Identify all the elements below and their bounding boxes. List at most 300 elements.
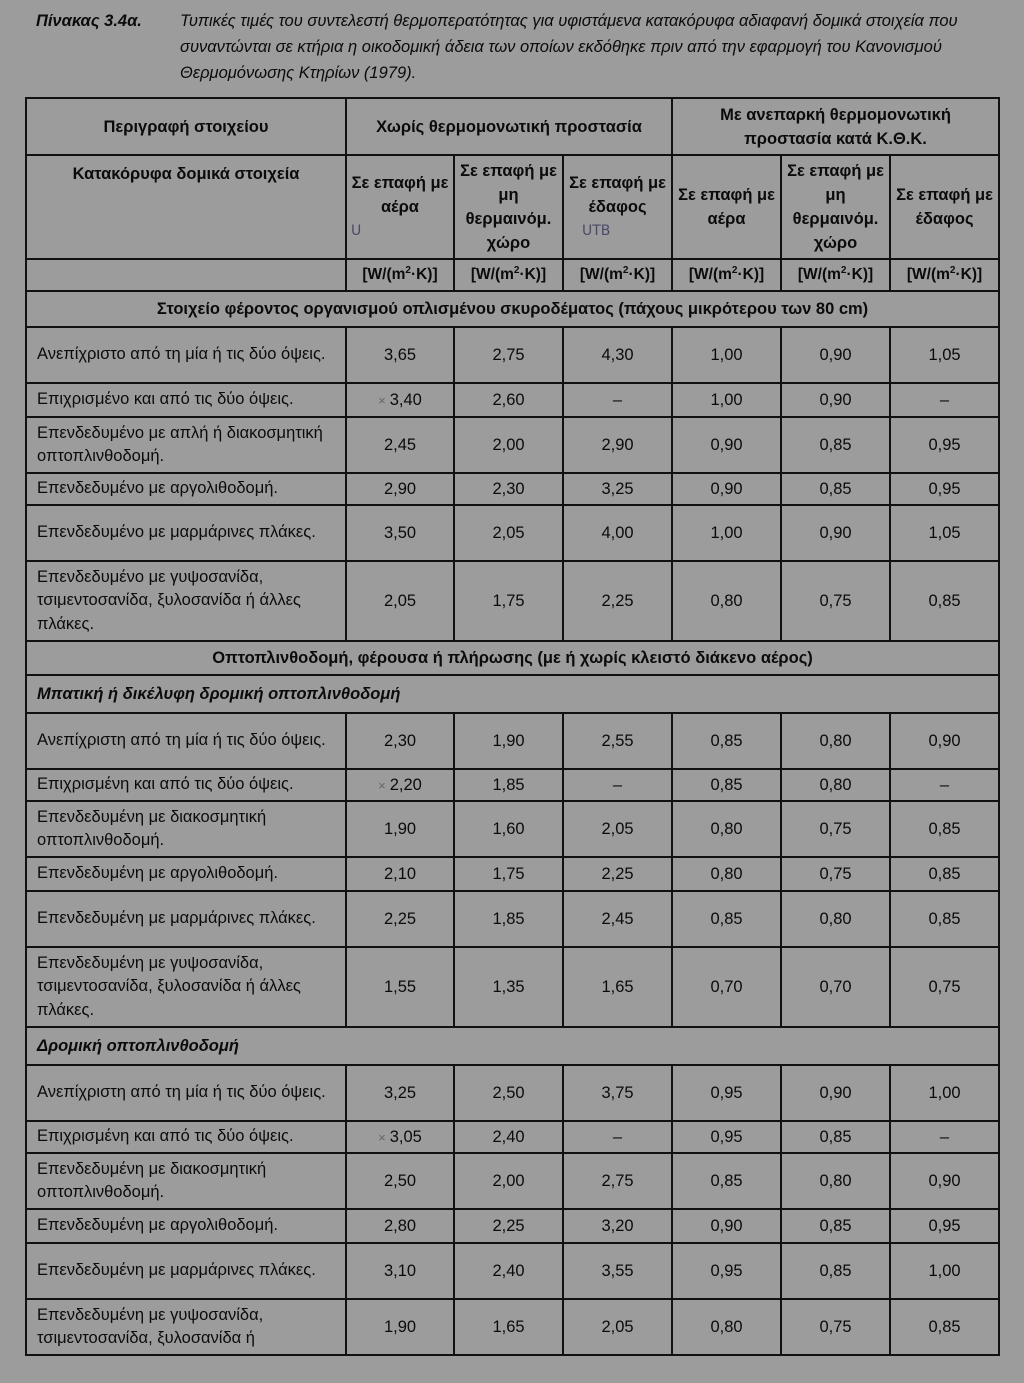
- u-value-cell: [454, 857, 563, 891]
- u-value-cell: [346, 769, 454, 801]
- u-value: 2,25: [601, 591, 634, 610]
- table-row: [26, 1243, 999, 1299]
- u-value-cell: [346, 1243, 454, 1299]
- u-value-cell: [454, 769, 563, 801]
- u-value-cell: [890, 327, 999, 383]
- u-value-cell: [781, 801, 890, 857]
- u-value-cell: [454, 947, 563, 1027]
- u-value: 0,85: [819, 1261, 852, 1280]
- u-value: 2,10: [383, 864, 417, 883]
- u-value-cell: [890, 473, 999, 505]
- u-value: 1,60: [492, 819, 525, 838]
- row-description: Επιχρισμένη και από τις δύο όψεις.: [26, 769, 346, 801]
- section-title: Οπτοπλινθοδομή, φέρουσα ή πλήρωσης (με ή χωρίς κλειστό διάκενο αέρος): [26, 641, 999, 675]
- u-value: 0,75: [819, 819, 852, 838]
- u-value-cell: [672, 327, 781, 383]
- unit-suffix: ·K)]: [410, 266, 438, 284]
- u-value: 2,90: [601, 435, 634, 454]
- u-value-cell: [454, 417, 563, 473]
- u-value: 0,95: [710, 1261, 743, 1280]
- u-value-cell: [563, 1243, 672, 1299]
- row-description: Επενδεδυμένο με απλή ή διακοσμητική οπτοπλινθοδομή.: [26, 417, 346, 473]
- u-value: 4,30: [601, 345, 634, 364]
- header-ground-1: [563, 155, 672, 259]
- u-value-cell: [563, 801, 672, 857]
- u-value-cell: [890, 1121, 999, 1153]
- u-value-cell: [563, 769, 672, 801]
- table-row: [26, 769, 999, 801]
- table-row: [26, 1065, 999, 1121]
- unit-prefix: [W/(m: [906, 266, 950, 284]
- u-value-cell: [346, 1153, 454, 1209]
- u-value: 0,85: [710, 1171, 743, 1190]
- u-value: 0,90: [710, 1216, 743, 1235]
- u-value: 2,40: [492, 1261, 525, 1280]
- table-row: [26, 713, 999, 769]
- u-value: 2,20: [389, 775, 422, 794]
- u-value-cell: [781, 857, 890, 891]
- u-value: 1,00: [710, 523, 743, 542]
- u-value-cell: [346, 561, 454, 641]
- u-value: 1,85: [492, 909, 525, 928]
- u-value-cell: [890, 947, 999, 1027]
- u-value-cell: [672, 383, 781, 417]
- u-value-cell: [890, 561, 999, 641]
- u-value: 1,00: [710, 390, 743, 409]
- u-value-cell: [346, 1299, 454, 1355]
- u-value: 3,50: [383, 523, 417, 542]
- u-value-cell: [563, 713, 672, 769]
- u-value-cell: [563, 505, 672, 561]
- row-description: Επενδεδυμένη με διακοσμητική οπτοπλινθοδομή.: [26, 801, 346, 857]
- u-value-cell: [346, 417, 454, 473]
- u-value-cell: [346, 801, 454, 857]
- u-value: 0,75: [819, 591, 852, 610]
- header-group-no-insulation: Χωρίς θερμομονωτική προστασία: [346, 98, 672, 155]
- u-value: 1,90: [383, 819, 417, 838]
- u-value-cell: [672, 801, 781, 857]
- unit-superscript: 2: [731, 265, 738, 277]
- u-value: –: [939, 1127, 950, 1146]
- u-value: 0,75: [819, 1317, 852, 1336]
- u-value-cell: [563, 1299, 672, 1355]
- u-value: 0,85: [928, 864, 961, 883]
- u-value: 4,00: [601, 523, 634, 542]
- unit-suffix: ·K)]: [519, 266, 547, 284]
- u-value-cell: [672, 1209, 781, 1243]
- u-value: 1,35: [492, 977, 525, 996]
- u-value: 0,85: [710, 909, 743, 928]
- table-row: [26, 1209, 999, 1243]
- u-value-cell: [454, 327, 563, 383]
- row-description: Ανεπίχριστη από τη μία ή τις δύο όψεις.: [26, 1065, 346, 1121]
- u-value-cell: [454, 473, 563, 505]
- table-row: [26, 801, 999, 857]
- u-value-cell: [890, 891, 999, 947]
- u-value-cell: [346, 327, 454, 383]
- table-row: [26, 891, 999, 947]
- unit-empty-cell: [26, 259, 346, 291]
- handwritten-note-u: U: [351, 223, 362, 239]
- u-value-cell: [454, 561, 563, 641]
- u-value-cell: [781, 1299, 890, 1355]
- u-value-cell: [781, 713, 890, 769]
- u-value: 1,90: [383, 1317, 417, 1336]
- header-air-1: [346, 155, 454, 259]
- unit-prefix: [W/(m: [688, 266, 732, 284]
- unit-suffix: ·K)]: [737, 266, 765, 284]
- u-value: 1,05: [928, 523, 961, 542]
- header-ground-2: Σε επαφή με έδαφος: [890, 155, 999, 259]
- u-value: 2,25: [383, 909, 417, 928]
- unit-cell: [781, 259, 890, 291]
- table-row: [26, 1153, 999, 1209]
- u-value: 0,90: [819, 345, 852, 364]
- u-value: 0,85: [710, 731, 743, 750]
- u-value-cell: [672, 1065, 781, 1121]
- u-value: 2,45: [383, 435, 417, 454]
- u-value: 0,85: [819, 1216, 852, 1235]
- row-description: Επενδεδυμένη με γυψοσανίδα, τσιμεντοσανίδα, ξυλοσανίδα ή άλλες πλάκες.: [26, 947, 346, 1027]
- u-value-cell: [672, 417, 781, 473]
- u-value: 1,05: [928, 345, 961, 364]
- unit-superscript: 2: [405, 265, 411, 277]
- u-value: –: [612, 1127, 623, 1146]
- u-value-cell: [346, 891, 454, 947]
- u-value: 0,90: [928, 1171, 961, 1190]
- u-value-cell: [890, 1153, 999, 1209]
- u-value: 0,90: [928, 731, 961, 750]
- u-value-cell: [454, 1299, 563, 1355]
- u-value-cell: [781, 383, 890, 417]
- u-value-cell: [890, 1209, 999, 1243]
- u-value: 3,55: [601, 1261, 634, 1280]
- row-description: Επενδεδυμένη με μαρμάρινες πλάκες.: [26, 1243, 346, 1299]
- u-value-cell: [890, 769, 999, 801]
- u-value-cell: [781, 769, 890, 801]
- u-value: 2,50: [492, 1083, 525, 1102]
- pencil-mark-icon: ×: [378, 392, 386, 408]
- u-value: 2,05: [492, 523, 525, 542]
- u-value-cell: [781, 417, 890, 473]
- u-value: 0,90: [819, 390, 852, 409]
- unit-prefix: [W/(m: [797, 266, 841, 284]
- caption-text: Τυπικές τιμές του συντελεστή θερμοπερατότητας για υφιστάμενα κατακόρυφα αδιαφανή δομικά στοιχεία που συναντώνται σε κτήρια η οικοδομική άδεια των οποίων εκδόθηκε πριν από την εφαρμογή του Κανονισμού Θερμομόνωσης Κτηρίων (1979).: [180, 12, 958, 82]
- u-value-cell: [454, 1209, 563, 1243]
- u-value: 3,75: [601, 1083, 634, 1102]
- unit-prefix: [W/(m: [362, 266, 406, 284]
- u-value-cell: [890, 505, 999, 561]
- u-value-cell: [781, 561, 890, 641]
- u-value: 2,55: [601, 731, 634, 750]
- u-value: 2,00: [492, 1171, 525, 1190]
- u-value: 0,80: [710, 819, 743, 838]
- table-row: [26, 327, 999, 383]
- u-value-cell: [672, 1153, 781, 1209]
- u-value: 2,45: [601, 909, 634, 928]
- row-description: Ανεπίχριστη από τη μία ή τις δύο όψεις.: [26, 713, 346, 769]
- u-value: 0,85: [928, 909, 961, 928]
- u-value: 0,80: [819, 775, 852, 794]
- u-value-cell: [346, 947, 454, 1027]
- u-value: 3,25: [383, 1083, 417, 1102]
- table-row: [26, 383, 999, 417]
- u-value: 0,75: [928, 977, 961, 996]
- row-description: Επιχρισμένη και από τις δύο όψεις.: [26, 1121, 346, 1153]
- u-value-cell: [346, 1065, 454, 1121]
- unit-cell: [563, 259, 672, 291]
- section-title: Στοιχείο φέροντος οργανισμού οπλισμένου σκυροδέματος (πάχους μικρότερου των 80 cm): [26, 291, 999, 327]
- row-description: Επενδεδυμένη με αργολιθοδομή.: [26, 857, 346, 891]
- row-description: Επιχρισμένο και από τις δύο όψεις.: [26, 383, 346, 417]
- u-value-cell: [890, 383, 999, 417]
- unit-cell: [454, 259, 563, 291]
- header-air-2: Σε επαφή με αέρα: [672, 155, 781, 259]
- u-value-cell: [563, 1209, 672, 1243]
- u-value: 2,25: [601, 864, 634, 883]
- u-value-cell: [454, 1243, 563, 1299]
- u-value-cell: [563, 857, 672, 891]
- u-value: 0,85: [928, 819, 961, 838]
- u-value-table: [25, 97, 1000, 1356]
- u-value: 1,90: [492, 731, 525, 750]
- u-value: 2,30: [383, 731, 417, 750]
- table-row: [26, 947, 999, 1027]
- u-value: 0,95: [928, 1216, 961, 1235]
- row-description: Επενδεδυμένη με γυψοσανίδα, τσιμεντοσανίδα, ξυλοσανίδα ή: [26, 1299, 346, 1355]
- u-value: 0,70: [819, 977, 852, 996]
- u-value-cell: [346, 505, 454, 561]
- u-value-cell: [890, 1065, 999, 1121]
- table-row: [26, 1121, 999, 1153]
- u-value: 3,05: [389, 1127, 422, 1146]
- u-value-cell: [563, 947, 672, 1027]
- row-description: Επενδεδυμένη με μαρμάρινες πλάκες.: [26, 891, 346, 947]
- u-value-cell: [346, 383, 454, 417]
- u-value: 3,10: [383, 1261, 417, 1280]
- u-value-cell: [672, 473, 781, 505]
- unit-cell: [346, 259, 454, 291]
- u-value-cell: [454, 713, 563, 769]
- u-value-cell: [454, 505, 563, 561]
- unit-prefix: [W/(m: [470, 266, 514, 284]
- header-ground-1-label: Σε επαφή με έδαφος: [569, 174, 666, 216]
- row-description: Επενδεδυμένη με αργολιθοδομή.: [26, 1209, 346, 1243]
- header-group-insufficient-insulation: Με ανεπαρκή θερμομονωτική προστασία κατά Κ.Θ.Κ.: [672, 98, 999, 155]
- u-value: 1,00: [710, 345, 743, 364]
- u-value: 0,80: [710, 1317, 743, 1336]
- section-subtitle: Μπατική ή δικέλυφη δρομική οπτοπλινθοδομή: [26, 675, 999, 713]
- header-air-1-label: Σε επαφή με αέρα: [351, 174, 449, 216]
- u-value: 3,65: [383, 345, 417, 364]
- u-value-cell: [890, 1243, 999, 1299]
- u-value-cell: [781, 1121, 890, 1153]
- unit-superscript: 2: [949, 265, 956, 277]
- u-value: 2,50: [383, 1171, 417, 1190]
- u-value: 0,85: [928, 1317, 961, 1336]
- u-value: 0,85: [710, 775, 743, 794]
- handwritten-note-utb: UTB: [582, 223, 611, 239]
- u-value-cell: [346, 1209, 454, 1243]
- u-value: 0,80: [710, 864, 743, 883]
- u-value: 1,75: [492, 864, 525, 883]
- unit-prefix: [W/(m: [579, 266, 623, 284]
- table-row: [26, 857, 999, 891]
- u-value: 2,00: [492, 435, 525, 454]
- u-value: 0,90: [710, 435, 743, 454]
- u-value-cell: [890, 417, 999, 473]
- u-value: 2,60: [492, 390, 525, 409]
- u-value-cell: [672, 1299, 781, 1355]
- u-value-cell: [781, 947, 890, 1027]
- row-description: Επενδεδυμένο με αργολιθοδομή.: [26, 473, 346, 505]
- u-value: –: [612, 390, 623, 409]
- table-row: [26, 473, 999, 505]
- u-value-cell: [346, 473, 454, 505]
- u-value-cell: [563, 473, 672, 505]
- u-value: 3,25: [601, 479, 634, 498]
- table-row: [26, 505, 999, 561]
- u-value-cell: [563, 417, 672, 473]
- table-row: [26, 561, 999, 641]
- pencil-mark-icon: ×: [378, 1129, 386, 1145]
- u-value: 2,75: [492, 345, 525, 364]
- u-value: –: [939, 775, 950, 794]
- row-description: Επενδεδυμένη με διακοσμητική οπτοπλινθοδομή.: [26, 1153, 346, 1209]
- unit-superscript: 2: [622, 265, 629, 277]
- u-value-cell: [563, 561, 672, 641]
- u-value: 0,90: [819, 523, 852, 542]
- u-value: 0,95: [928, 479, 961, 498]
- u-value-cell: [563, 383, 672, 417]
- u-value-cell: [781, 1209, 890, 1243]
- u-value: 1,85: [492, 775, 525, 794]
- row-description: Ανεπίχριστο από τη μία ή τις δύο όψεις.: [26, 327, 346, 383]
- u-value: –: [939, 390, 950, 409]
- u-value-cell: [890, 1299, 999, 1355]
- u-value: 1,00: [928, 1261, 961, 1280]
- u-value: 0,90: [819, 1083, 852, 1102]
- unit-suffix: ·K)]: [846, 266, 874, 284]
- header-description: Περιγραφή στοιχείου: [26, 98, 346, 155]
- u-value: 0,95: [710, 1127, 743, 1146]
- unit-suffix: ·K)]: [628, 266, 656, 284]
- u-value: 2,40: [492, 1127, 525, 1146]
- u-value: 3,40: [389, 390, 422, 409]
- u-value-cell: [672, 561, 781, 641]
- row-description: Επενδεδυμένο με μαρμάρινες πλάκες.: [26, 505, 346, 561]
- u-value: 3,20: [601, 1216, 634, 1235]
- u-value-cell: [346, 713, 454, 769]
- u-value: 0,80: [710, 591, 743, 610]
- u-value: 0,85: [819, 1127, 852, 1146]
- u-value-cell: [672, 713, 781, 769]
- u-value-cell: [563, 891, 672, 947]
- u-value-cell: [781, 891, 890, 947]
- u-value: 0,90: [710, 479, 743, 498]
- u-value: 0,80: [819, 731, 852, 750]
- pencil-mark-icon: ×: [378, 777, 386, 793]
- unit-superscript: 2: [840, 265, 847, 277]
- u-value: 1,75: [492, 591, 525, 610]
- u-value: 1,65: [492, 1317, 525, 1336]
- u-value: 2,80: [383, 1216, 417, 1235]
- caption-label: Πίνακας 3.4α.: [36, 12, 142, 30]
- u-value: 2,05: [601, 1317, 634, 1336]
- u-value: 0,80: [819, 909, 852, 928]
- unit-cell: [672, 259, 781, 291]
- u-value-cell: [781, 327, 890, 383]
- u-value-cell: [890, 713, 999, 769]
- u-value-cell: [454, 1065, 563, 1121]
- u-value-cell: [563, 327, 672, 383]
- u-value-cell: [672, 857, 781, 891]
- u-value-cell: [454, 801, 563, 857]
- u-value: 2,90: [383, 479, 417, 498]
- u-value-cell: [563, 1153, 672, 1209]
- u-value-cell: [454, 1121, 563, 1153]
- header-unheated-2: Σε επαφή με μη θερμαινόμ. χώρο: [781, 155, 890, 259]
- table-row: [26, 417, 999, 473]
- u-value-cell: [781, 1065, 890, 1121]
- u-value-cell: [672, 769, 781, 801]
- u-value: 1,65: [601, 977, 634, 996]
- u-value: 0,85: [819, 479, 852, 498]
- u-value-cell: [346, 1121, 454, 1153]
- u-value: 0,75: [819, 864, 852, 883]
- u-value-cell: [454, 1153, 563, 1209]
- u-value: 2,75: [601, 1171, 634, 1190]
- u-value: 0,95: [928, 435, 961, 454]
- u-value-cell: [563, 1121, 672, 1153]
- unit-superscript: 2: [513, 265, 520, 277]
- u-value-cell: [672, 947, 781, 1027]
- u-value: 2,30: [492, 479, 525, 498]
- u-value: 2,05: [601, 819, 634, 838]
- u-value: 0,85: [928, 591, 961, 610]
- table-row: [26, 1299, 999, 1355]
- u-value: 0,85: [819, 435, 852, 454]
- row-description: Επενδεδυμένο με γυψοσανίδα, τσιμεντοσανίδα, ξυλοσανίδα ή άλλες πλάκες.: [26, 561, 346, 641]
- u-value-cell: [781, 1243, 890, 1299]
- unit-suffix: ·K)]: [955, 266, 983, 284]
- section-subtitle: Δρομική οπτοπλινθοδομή: [26, 1027, 999, 1065]
- u-value-cell: [454, 891, 563, 947]
- u-value-cell: [890, 857, 999, 891]
- header-vertical-elements: Κατακόρυφα δομικά στοιχεία: [26, 155, 346, 259]
- u-value-cell: [672, 1243, 781, 1299]
- u-value-cell: [672, 505, 781, 561]
- u-value: 2,25: [492, 1216, 525, 1235]
- u-value-cell: [346, 857, 454, 891]
- u-value-cell: [672, 891, 781, 947]
- u-value: 0,80: [819, 1171, 852, 1190]
- u-value-cell: [781, 473, 890, 505]
- u-value-cell: [672, 1121, 781, 1153]
- u-value-cell: [781, 1153, 890, 1209]
- u-value: 1,00: [928, 1083, 961, 1102]
- u-value: –: [612, 775, 623, 794]
- u-value-cell: [563, 1065, 672, 1121]
- u-value-cell: [890, 801, 999, 857]
- header-unheated-1: Σε επαφή με μη θερμαινόμ. χώρο: [454, 155, 563, 259]
- u-value: 2,05: [383, 591, 417, 610]
- u-value: 1,55: [383, 977, 417, 996]
- u-value-cell: [454, 383, 563, 417]
- unit-cell: [890, 259, 999, 291]
- u-value: 0,95: [710, 1083, 743, 1102]
- u-value-cell: [781, 505, 890, 561]
